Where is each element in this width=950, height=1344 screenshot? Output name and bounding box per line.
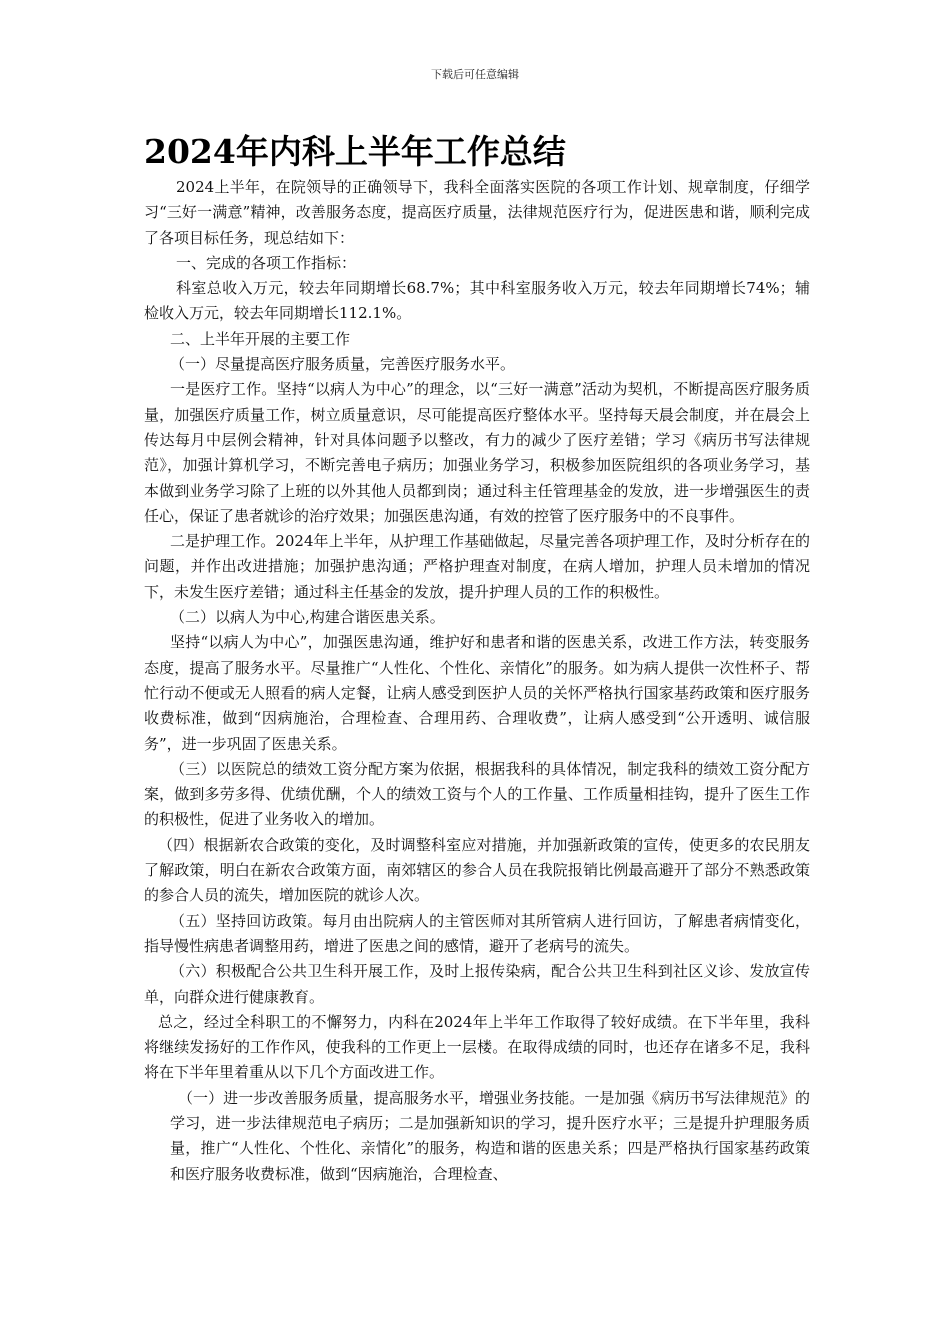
- improvement-block: [144, 1086, 810, 1187]
- paragraph-summary: 总之，经过全科职工的不懈努力，内科在2024年上半年工作取得了较好成绩。在下半年里，我科将继续发扬好的工作作风，使我科的工作更上一层楼。在取得成绩的同时，也还存在诸多不足，我科将在下半年里着重从以下几个方面改进工作。: [144, 1012, 810, 1082]
- paragraph-performance-pay: （三）以医院总的绩效工资分配方案为依据，根据我科的具体情况，制定我科的绩效工资分配方案，做到多劳多得、优绩优酬，个人的绩效工资与个人的工作量、工作质量相挂钩，提升了医生工作的积极性，促进了业务收入的增加。: [144, 759, 810, 829]
- subheading-1: （一）尽量提高医疗服务质量，完善医疗服务水平。: [170, 355, 516, 374]
- heading-section-1: 一、完成的各项工作指标：: [176, 253, 357, 272]
- document-title: 2024年内科上半年工作总结: [144, 132, 566, 171]
- paragraph-patient-centered: 坚持“以病人为中心”，加强医患沟通，维护好和患者和谐的医患关系，改进工作方法，转变服务态度，提高了服务水平。尽量推广“人性化、个性化、亲情化”的服务。如为病人提供一次性杯子、帮忙行动不便或无人照看的病人定餐，让病人感受到医护人员的关怀严格执行国家基药政策和医疗服务收费标准，做到“因病施治，合理检查、合理用药、合理收费”，让病人感受到“公开透明、诚信服务”，进一步巩固了医患关系。: [144, 633, 810, 753]
- heading-section-2: 二、上半年开展的主要工作: [170, 329, 351, 348]
- paragraph-medical-work: 一是医疗工作。坚持“以病人为中心”的理念，以“三好一满意”活动为契机，不断提高医疗服务质量，加强医疗质量工作，树立质量意识，尽可能提高医疗整体水平。坚持每天晨会制度，并在晨会上传达每月中层例会精神，针对具体问题予以整改，有力的减少了医疗差错；学习《病历书写法律规范》，加强计算机学习，不断完善电子病历；加强业务学习，积极参加医院组织的各项业务学习，基本做到业务学习除了上班的以外其他人员都到岗；通过科主任管理基金的发放，进一步增强医生的责任心，保证了患者就诊的治疗效果；加强医患沟通，有效的控管了医疗服务中的不良事件。: [144, 380, 810, 525]
- paragraph-rural-insurance: （四）根据新农合政策的变化，及时调整科室应对措施，并加强新政策的宣传，使更多的农民朋友了解政策，明白在新农合政策方面，南郊辖区的参合人员在我院报销比例最高避开了部分不熟悉政策的参合人员的流失，增加医院的就诊人次。: [144, 835, 810, 905]
- paragraph-public-health: （六）积极配合公共卫生科开展工作，及时上报传染病，配合公共卫生科到社区义诊、发放宣传单，向群众进行健康教育。: [144, 962, 810, 1006]
- paragraph-follow-up: （五）坚持回访政策。每月由出院病人的主管医师对其所管病人进行回访，了解患者病情变化，指导慢性病患者调整用药，增进了医患之间的感情，避开了老病号的流失。: [144, 911, 810, 955]
- subheading-2: （二）以病人为中心,构建合谐医患关系。: [170, 608, 445, 627]
- document-body: [144, 175, 810, 1187]
- paragraph-indicators: 科室总收入万元，较去年同期增长68.7%；其中科室服务收入万元，较去年同期增长74%；辅检收入万元，较去年同期增长112.1%。: [144, 279, 810, 323]
- paragraph-nursing-work: 二是护理工作。2024年上半年，从护理工作基础做起，尽量完善各项护理工作，及时分析存在的问题，并作出改进措施；加强护患沟通；严格护理查对制度，在病人增加，护理人员未增加的情况下，未发生医疗差错；通过科主任基金的发放，提升护理人员的工作的积极性。: [144, 532, 810, 601]
- paragraph-improvement-1: （一）进一步改善服务质量，提高服务水平，增强业务技能。一是加强《病历书写法律规范》的学习，进一步法律规范电子病历；二是加强新知识的学习，提升医疗水平；三是提升护理服务质量，推广“人性化、个性化、亲情化”的服务，构造和谐的医患关系；四是严格执行国家基药政策和医疗服务收费标准，做到“因病施治，合理检查、: [170, 1088, 810, 1183]
- paragraph-intro: 2024上半年，在院领导的正确领导下，我科全面落实医院的各项工作计划、规章制度，仔细学习“三好一满意”精神，改善服务态度，提高医疗质量，法律规范医疗行为，促进医患和谐，顺利完成了各项目标任务，现总结如下：: [144, 178, 810, 247]
- header-note: 下载后可任意编辑: [431, 68, 519, 81]
